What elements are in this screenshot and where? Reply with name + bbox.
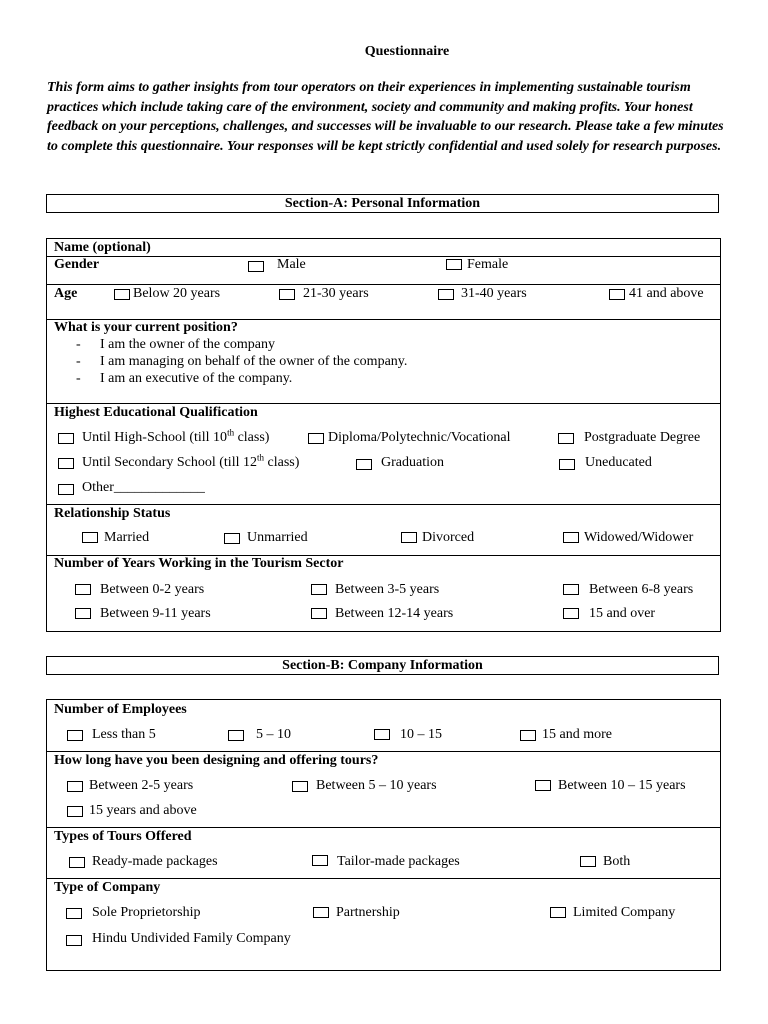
position-option-owner[interactable]: I am the owner of the company <box>100 337 275 352</box>
emp-10-15-label: 10 – 15 <box>400 727 442 742</box>
dur-2-5-checkbox[interactable] <box>67 781 83 792</box>
co-limited-label: Limited Company <box>573 905 676 920</box>
age-label: Age <box>54 286 78 301</box>
type-tailor-made-label: Tailor-made packages <box>337 854 460 869</box>
type-both-label: Both <box>603 854 631 869</box>
emp-15-more-checkbox[interactable] <box>520 730 536 741</box>
years-label: Number of Years Working in the Tourism Sector <box>54 556 344 571</box>
type-ready-made-checkbox[interactable] <box>69 857 85 868</box>
edu-other-checkbox[interactable] <box>58 484 74 495</box>
position-option-managing[interactable]: I am managing on behalf of the owner of the company. <box>100 354 408 369</box>
rel-widowed-label: Widowed/Widower <box>584 530 694 545</box>
position-label: What is your current position? <box>54 320 238 335</box>
type-ready-made-label: Ready-made packages <box>92 854 218 869</box>
age-21-30-label: 21-30 years <box>303 286 369 301</box>
position-bullet: - <box>76 371 81 386</box>
emp-5-10-label: 5 – 10 <box>256 727 291 742</box>
rel-married-label: Married <box>104 530 150 545</box>
edu-high-school-label: Until High-School (till 10th class) <box>82 427 270 445</box>
intro-paragraph: This form aims to gather insights from tour operators on their experiences in implementing sustainable tourism practices which include taking care of the environment, society and community and making profits. Your honest feedback on your perceptions, challenges, and successes will be invaluable to our research. Please take a few minutes to complete this questionnaire. Your responses will be kept strictly confidential and used solely for research purposes. <box>47 80 724 154</box>
tour-types-label: Types of Tours Offered <box>54 829 192 844</box>
emp-less-5-checkbox[interactable] <box>67 730 83 741</box>
gender-female-checkbox[interactable] <box>446 259 462 270</box>
age-below-20-checkbox[interactable] <box>114 289 130 300</box>
emp-5-10-checkbox[interactable] <box>228 730 244 741</box>
page-title: Questionnaire <box>364 44 450 59</box>
dur-15-above-label: 15 years and above <box>89 803 197 818</box>
edu-high-school-checkbox[interactable] <box>58 433 74 444</box>
education-label: Highest Educational Qualification <box>54 405 258 420</box>
years-3-5-label: Between 3-5 years <box>335 582 440 597</box>
age-31-40-checkbox[interactable] <box>438 289 454 300</box>
age-below-20-label: Below 20 years <box>133 286 221 301</box>
emp-10-15-checkbox[interactable] <box>374 729 390 740</box>
type-tailor-made-checkbox[interactable] <box>312 855 328 866</box>
years-12-14-label: Between 12-14 years <box>335 606 454 621</box>
dur-10-15-label: Between 10 – 15 years <box>558 778 686 793</box>
company-type-label: Type of Company <box>54 880 161 895</box>
dur-5-10-checkbox[interactable] <box>292 781 308 792</box>
co-sole-checkbox[interactable] <box>66 908 82 919</box>
edu-diploma-checkbox[interactable] <box>308 433 324 444</box>
name-label: Name (optional) <box>54 240 151 255</box>
years-15-over-label: 15 and over <box>589 606 656 621</box>
years-15-over-checkbox[interactable] <box>563 608 579 619</box>
company-info-table <box>46 699 721 971</box>
years-6-8-checkbox[interactable] <box>563 584 579 595</box>
edu-uneducated-label: Uneducated <box>585 455 652 470</box>
gender-male-label: Male <box>277 257 306 272</box>
dur-5-10-label: Between 5 – 10 years <box>316 778 437 793</box>
rel-married-checkbox[interactable] <box>82 532 98 543</box>
age-41-above-checkbox[interactable] <box>609 289 625 300</box>
section-a-heading: Section-A: Personal Information <box>46 194 719 213</box>
edu-other-label[interactable]: Other_____________ <box>82 480 205 495</box>
years-9-11-label: Between 9-11 years <box>100 606 211 621</box>
employees-label: Number of Employees <box>54 702 187 717</box>
dur-15-above-checkbox[interactable] <box>67 806 83 817</box>
tours-duration-label: How long have you been designing and offering tours? <box>54 753 379 768</box>
gender-label: Gender <box>54 257 100 272</box>
gender-female-label: Female <box>467 257 509 272</box>
edu-postgraduate-checkbox[interactable] <box>558 433 574 444</box>
co-sole-label: Sole Proprietorship <box>92 905 201 920</box>
edu-secondary-label: Until Secondary School (till 12th class) <box>82 452 300 470</box>
position-bullet: - <box>76 354 81 369</box>
years-0-2-checkbox[interactable] <box>75 584 91 595</box>
dur-10-15-checkbox[interactable] <box>535 780 551 791</box>
position-option-executive[interactable]: I am an executive of the company. <box>100 371 293 386</box>
emp-less-5-label: Less than 5 <box>92 727 156 742</box>
rel-unmarried-checkbox[interactable] <box>224 533 240 544</box>
co-limited-checkbox[interactable] <box>550 907 566 918</box>
age-41-above-label: 41 and above <box>629 286 704 301</box>
years-0-2-label: Between 0-2 years <box>100 582 205 597</box>
co-huf-checkbox[interactable] <box>66 935 82 946</box>
years-3-5-checkbox[interactable] <box>311 584 327 595</box>
rel-widowed-checkbox[interactable] <box>563 532 579 543</box>
edu-graduation-label: Graduation <box>381 455 444 470</box>
age-31-40-label: 31-40 years <box>461 286 527 301</box>
years-9-11-checkbox[interactable] <box>75 608 91 619</box>
edu-postgraduate-label: Postgraduate Degree <box>584 430 701 445</box>
years-6-8-label: Between 6-8 years <box>589 582 694 597</box>
co-partnership-checkbox[interactable] <box>313 907 329 918</box>
type-both-checkbox[interactable] <box>580 856 596 867</box>
rel-unmarried-label: Unmarried <box>247 530 308 545</box>
position-bullet: - <box>76 337 81 352</box>
co-partnership-label: Partnership <box>336 905 400 920</box>
gender-male-checkbox[interactable] <box>248 261 264 272</box>
rel-divorced-label: Divorced <box>422 530 475 545</box>
emp-15-more-label: 15 and more <box>542 727 612 742</box>
edu-graduation-checkbox[interactable] <box>356 459 372 470</box>
section-b-heading: Section-B: Company Information <box>46 656 719 675</box>
edu-diploma-label: Diploma/Polytechnic/Vocational <box>328 430 511 445</box>
years-12-14-checkbox[interactable] <box>311 608 327 619</box>
rel-divorced-checkbox[interactable] <box>401 532 417 543</box>
dur-2-5-label: Between 2-5 years <box>89 778 194 793</box>
age-21-30-checkbox[interactable] <box>279 289 295 300</box>
edu-uneducated-checkbox[interactable] <box>559 459 575 470</box>
edu-secondary-checkbox[interactable] <box>58 458 74 469</box>
co-huf-label: Hindu Undivided Family Company <box>92 931 291 946</box>
personal-info-table <box>46 238 721 632</box>
relationship-label: Relationship Status <box>54 506 171 521</box>
